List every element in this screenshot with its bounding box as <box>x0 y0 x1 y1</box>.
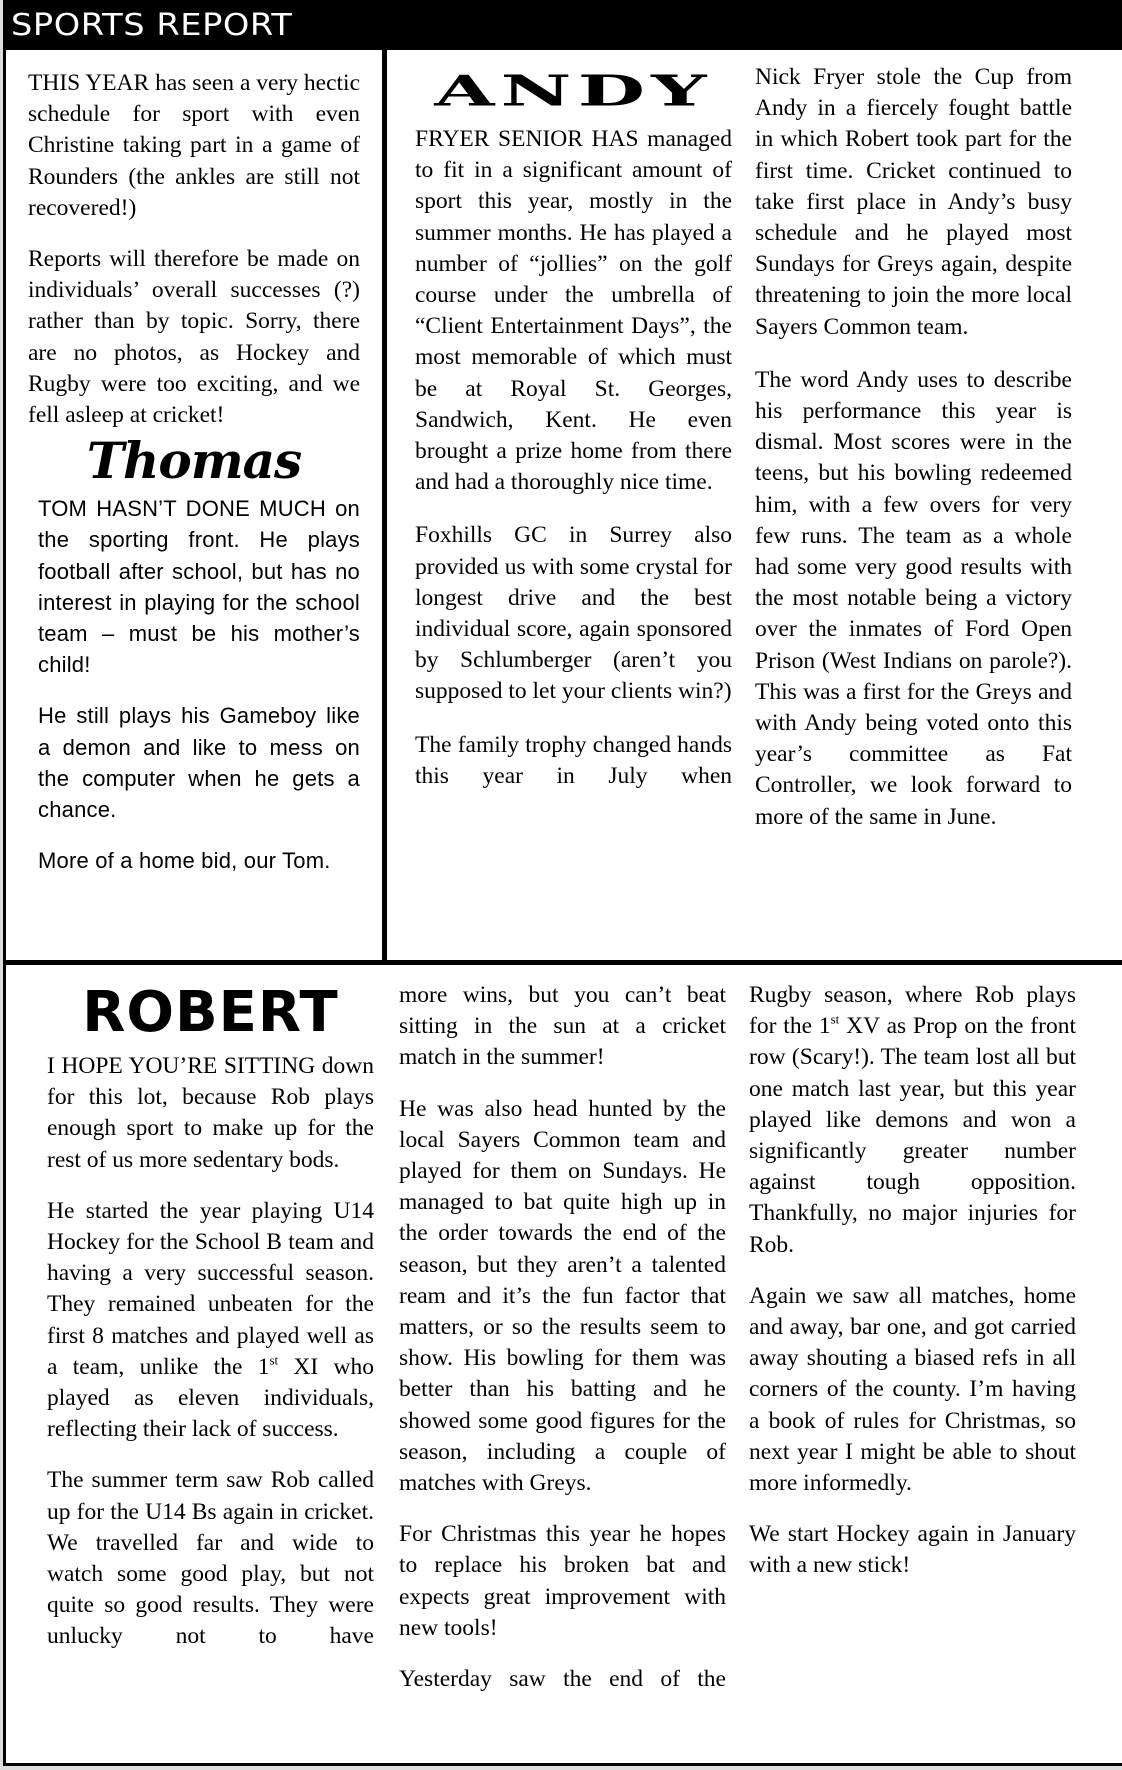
andy-paragraph: The word Andy uses to describe his performance this year is dismal. Most scores were in the teens, but his bowling redeemed him, with a few overs for very few runs. The team as a whole had some very good results with the most notable being a victory over the inmates of Ford Open Prison (West Indians on parole?). This was a first for the Greys and with Andy being voted onto this year’s committee as Fat Controller, we look forward to more of the same in June. <box>755 366 1072 830</box>
section-divider <box>3 960 1122 965</box>
andy-continued-column <box>755 62 1072 853</box>
text-run: He started the year playing U14 Hockey for the School B team and having a very successful season. They remained unbeaten for the first 8 matches and played well as a team, unlike the 1 <box>47 1197 374 1380</box>
section-header-bar <box>3 0 1122 50</box>
robert-paragraph <box>47 1196 374 1446</box>
robert-column-2 <box>399 980 726 1715</box>
top-column-divider <box>382 50 387 962</box>
thomas-article <box>28 493 360 876</box>
andy-paragraph: FRYER SENIOR HAS managed to fit in a significant amount of sport this year, mostly in the summer months. He has played a number of “jollies” on the golf course under the umbrella of “Client Entertainment Days”, the most memorable of which must be at Royal St. Georges, Sandwich, Kent. He even brought a prize home from there and had a thoroughly nice time. <box>415 126 732 496</box>
left-border <box>3 50 6 1766</box>
intro-paragraph: Reports will therefore be made on individuals’ overall successes (?) rather than by topic. Sorry, there are no photos, as Hockey and Rugby were too exciting, and we fell asleep at cricket! <box>28 246 360 429</box>
robert-paragraph <box>749 980 1076 1261</box>
robert-paragraph: Again we saw all matches, home and away, bar one, and got carried away shouting a biased refs in all corners of the county. I’m having a book of rules for Christmas, so next year I might be able to shout more informedly. <box>749 1282 1076 1497</box>
text-run: XV as Prop on the front row (Scary!). The team lost all but one match last year, but this year played like demons and won a significantly greater number against tough opposition. Thankfully, no major injuries for Rob. <box>749 1013 1076 1258</box>
robert-paragraph: For Christmas this year he hopes to replace his broken bat and expects great improvement with new tools! <box>399 1521 726 1641</box>
robert-paragraph: We start Hockey again in January with a new stick! <box>749 1521 1076 1579</box>
robert-column-1 <box>47 975 374 1673</box>
intro-paragraph: THIS YEAR has seen a very hectic schedule for sport with even Christine taking part in a game of Rounders (the ankles are still not recovered!) <box>28 70 360 221</box>
andy-column <box>415 60 732 812</box>
text-run: Rugby season, where Rob plays for the 1 <box>749 982 1076 1040</box>
robert-paragraph: He was also head hunted by the local Sayers Common team and played for them on Sundays. He managed to bat quite high up in the order towards the end of the season, but they aren’t a talented ream and it’s the fun factor that matters, or so the results seem to show. His bowling for them was better than his batting and he showed some good figures for the season, including a couple of matches with Greys. <box>399 1095 726 1497</box>
thomas-heading: Thomas <box>86 431 302 491</box>
thomas-paragraph: More of a home bid, our Tom. <box>38 848 331 874</box>
intro-column <box>28 68 360 896</box>
thomas-paragraph: He still plays his Gameboy like a demon and like to mess on the computer when he gets a chance. <box>38 703 360 823</box>
robert-paragraph: Yesterday saw the end of the <box>399 1666 726 1693</box>
text-run: XI who played as eleven individuals, reflecting their lack of success. <box>47 1353 374 1443</box>
robert-paragraph: The summer term saw Rob called up for the U14 Bs again in cricket. We travelled far and wide to watch some good play, but not quite so good results. They were unlucky not to have <box>47 1467 374 1650</box>
robert-paragraph: I HOPE YOU’RE SITTING down for this lot, because Rob plays enough sport to make up for the rest of us more sedentary bods. <box>47 1053 374 1173</box>
thomas-paragraph: TOM HASN’T DONE MUCH on the sporting front. He plays football after school, but has no interest in playing for the school team – must be his mother’s child! <box>38 496 360 678</box>
section-title: SPORTS REPORT <box>11 8 293 43</box>
andy-paragraph: Foxhills GC in Surrey also provided us with some crystal for longest drive and the best individual score, again sponsored by Schlumberger (aren’t you supposed to let your clients win?) <box>415 522 732 705</box>
andy-paragraph: The family trophy changed hands this year in July when <box>415 731 732 789</box>
superscript: st <box>830 1011 840 1027</box>
andy-paragraph: Nick Fryer stole the Cup from Andy in a fiercely fought battle in which Robert took part for the first time. Cricket continued to take first place in Andy’s busy schedule and he played most Sundays for Greys again, despite threatening to join the more local Sayers Common team. <box>755 64 1072 340</box>
robert-heading: ROBERT <box>82 980 339 1045</box>
andy-heading: ANDY <box>434 65 713 116</box>
superscript: st <box>269 1352 279 1368</box>
robert-paragraph: more wins, but you can’t beat sitting in the sun at a cricket match in the summer! <box>399 982 726 1071</box>
robert-column-3 <box>749 980 1076 1602</box>
bottom-border <box>3 1763 1122 1766</box>
